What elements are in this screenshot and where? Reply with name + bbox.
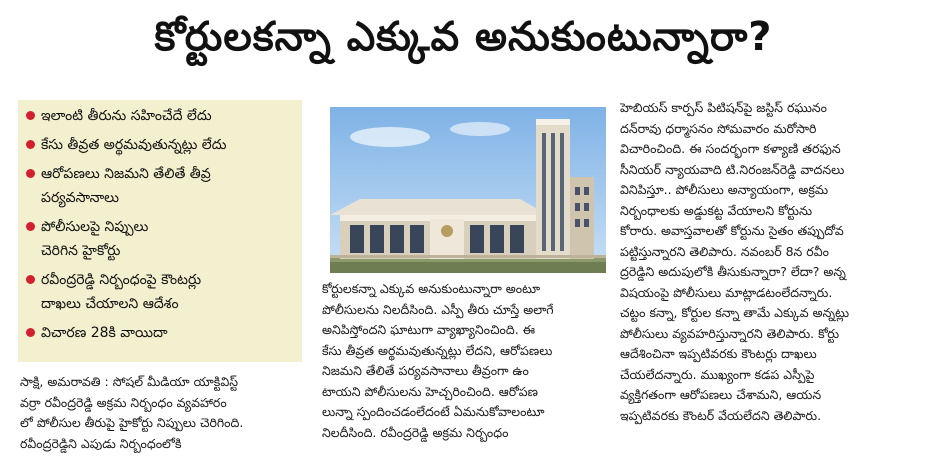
highlight-item [26,268,296,316]
article-column-2 [322,279,612,457]
highlight-line: ఆరోపణలు నిజమని తేలితే తీవ్ర [41,166,211,182]
article-column-1 [20,372,310,457]
article-line: పోలీసులు వ్యవహరిస్తున్నారని తెలిపారు. కోర్టు [620,325,840,341]
article-line: సీనియర్ న్యాయవాది టి.నిరంజన్‌రెడ్డి వాదనలు [620,161,845,177]
article-line: నిలదీసింది. రవీంద్రరెడ్డి అక్రమ నిర్బంధం [322,424,509,440]
article-line: విచారించింది. ఈ సందర్భంగా కళ్యాణి తరఫున [620,141,841,156]
highlight-line: రవీంద్రరెడ్డి నిర్బంధంపై కౌంటర్లు [41,272,202,288]
article-line: వినిపిస్తూ.. పోలీసులు అన్యాయంగా, అక్రమ [620,182,829,197]
article-line: అనిపిస్తోందని ఘాటుగా వ్యాఖ్యానించింది. ఈ [322,322,536,337]
article-line: నిర్బంధాలకు అడ్డుకట్ట వేయాలని కోర్టును [620,202,813,218]
highlight-line: పోలీసులపై నిప్పులు [41,219,149,235]
article-line: ఆదేశించినా ఇప్పటివరకు కౌంటర్లు దాఖలు [620,346,817,361]
bullet-icon [26,140,35,149]
article-line: వ్యక్తిగతంగా ఆరోపణలు చేశామని, ఆయన [620,387,822,402]
highlight-text [41,162,211,210]
article-line: కేసు తీవ్రత అర్థమవుతున్నట్లు లేదని, ఆరోపణలు [322,342,553,358]
article-line: హెబియస్ కార్పస్ పిటిషన్‌పై జస్టిస్ రఘునం [620,100,828,115]
bullet-icon [26,275,35,284]
article-line: వర్రా రవీంద్రరెడ్డి అక్రమ నిర్బంధం వ్యవహారం [20,394,227,410]
article-line: చేయలేదన్నారు. ముఖ్యంగా కడప ఎస్పీపై [620,366,815,382]
highlight-text [41,104,212,128]
highlight-item [26,133,296,157]
article-line: చట్టం కన్నా, కోర్టుల కన్నా తామే ఎక్కువ అన్నట్లు [620,305,850,320]
article-line: నిజమని తేలితే పర్యవసానాలు తీవ్రంగా ఉం [322,363,529,378]
article-line: పోలీసులను నిలదీసింది. ఎస్పీ తీరు చూస్తే అలాగే [322,301,554,317]
highlight-line: దాఖలు చేయాలని ఆదేశం [41,296,179,312]
article-line: విషయంపై పోలీసులు మాట్లాడటంలేదన్నారు. [620,284,833,300]
highlight-item [26,215,296,263]
article-line: ద్రరెడ్డిని అదుపులోకి తీసుకున్నారా? లేదా? అన్న [620,264,846,279]
article-line: సాక్షి, అమరావతి : సోషల్ మీడియా యాక్టివిస్ట్ [20,374,238,389]
highlight-line: చెరిగిన హైకోర్టు [41,243,121,259]
highlights-box [18,100,302,362]
highlight-text [41,215,148,263]
article-line: టాయని పోలీసులను హెచ్చరించింది. ఆరోపణ [322,383,539,399]
article-line: కోర్టులకన్నా ఎక్కువ అనుకుంటున్నారా అంటూ [322,281,541,296]
highlight-line: కేసు తీవ్రత అర్థమవుతున్నట్లు లేదు [41,137,227,153]
bullet-icon [26,169,35,178]
highlight-line: విచారణ 28కి వాయిదా [41,325,168,341]
highlight-text [41,321,168,345]
highlight-item [26,104,296,128]
article-line: లో పోలీసుల తీరుపై హైకోర్టు నిప్పులు చెరిగింది. [20,415,244,430]
article-line: ఇప్పటివరకు కౌంటర్ వేయలేదని తెలిపారు. [620,407,822,423]
bullet-icon [26,111,35,120]
high-court-building-illustration [330,107,606,273]
article-line: దన్‌రావు ధర్మాసనం సోమవారం మరోసారి [620,120,817,136]
highlight-text [41,133,226,157]
article-line: రవీంద్రరెడ్డిని ఎపుడు నిర్బంధంలోకి [20,435,182,451]
article-line: పట్టిస్తున్నారని తెలిపారు. నవంబర్ 8న రవీం [620,243,829,259]
article-line: కోరారు. అవాస్తవాలతో కోర్టును సైతం తప్పుదోవ [620,223,844,238]
high-court-photo [330,107,606,273]
bullet-icon [26,328,35,337]
highlight-line: ఇలాంటి తీరును సహించేదే లేదు [41,108,212,124]
headline: కోర్టులకన్నా ఎక్కువ అనుకుంటున్నారా? [154,14,773,60]
highlight-line: పర్యవసానాలు [41,190,119,206]
bullet-icon [26,222,35,231]
highlight-item [26,162,296,210]
highlight-text [41,268,201,316]
article-column-3 [620,98,916,457]
article-line: లున్నా స్పందించడంలేదంటే ఏమనుకోవాలంటూ [322,404,545,419]
highlight-item [26,321,296,345]
